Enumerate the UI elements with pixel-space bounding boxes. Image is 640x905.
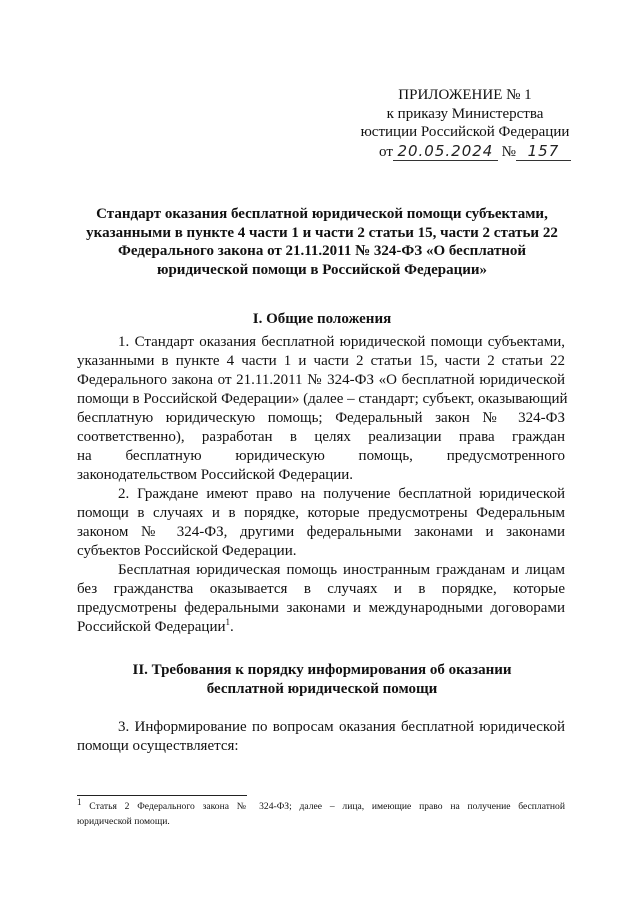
footnote-mark: 1 (77, 796, 82, 807)
paragraph-2 (77, 485, 565, 561)
text-line: 2. Граждане имеют право на получение бесплатной юридической (118, 486, 565, 502)
text-line: соответственно), разработан в целях реализации права граждан (77, 429, 565, 445)
section-2-heading (77, 661, 567, 699)
appendix-title: ПРИЛОЖЕНИЕ № 1 (398, 87, 532, 103)
text-line: 3. Информирование по вопросам оказания бесплатной юридической (118, 719, 565, 735)
handwritten-date: 20.05.2024 (393, 142, 498, 162)
heading-line: бесплатной юридической помощи (206, 681, 438, 697)
section-1-heading: I. Общие положения (252, 311, 392, 327)
footnote (77, 796, 565, 829)
text-line: бесплатную юридическую помощь; Федеральный закон № 324-ФЗ (77, 410, 565, 426)
footnote-line: юридической помощи. (77, 816, 170, 827)
text-line: законодательством Российской Федерации. (77, 467, 354, 483)
text-line: субъектов Российской Федерации. (77, 543, 297, 559)
text-line: 1. Стандарт оказания бесплатной юридической помощи субъектами, (118, 334, 565, 350)
text-line: на бесплатную юридическую помощь, предусмотренного (77, 448, 565, 464)
text-line: предусмотрены федеральными законами и международными договорами (77, 600, 565, 616)
text-line: Федерального закона от 21.11.2011 № 324-ФЗ «О бесплатной юридической (77, 372, 565, 388)
footnote-reference[interactable]: 1 (225, 617, 231, 627)
title-line: Стандарт оказания бесплатной юридической помощи субъектами, (96, 206, 548, 222)
footnote-text: Статья 2 Федерального закона № 324-ФЗ; далее – лица, имеющие право на получение бесплатной (89, 801, 565, 812)
handwritten-number: 157 (516, 142, 571, 162)
title-line: указанными в пункте 4 части 1 и части 2 статьи 15, части 2 статьи 22 (86, 224, 558, 241)
text-line: законом № 324-ФЗ, другими федеральными законами и законами (77, 524, 565, 540)
footnote-divider (77, 795, 247, 796)
text-line-content: Российской Федерации (77, 619, 226, 635)
appendix-header (345, 86, 585, 161)
appendix-line: юстиции Российской Федерации (360, 124, 570, 140)
text-line: помощи в Российской Федерации» (далее – стандарт; субъект, оказывающий (77, 391, 568, 407)
paragraph-3 (77, 561, 565, 637)
text-line: Бесплатная юридическая помощь иностранным гражданам и лицам (118, 562, 565, 578)
document-title (77, 205, 567, 279)
text-line: указанными в пункте 4 части 1 и части 2 статьи 15, части 2 статьи 22 (77, 353, 565, 369)
heading-line: II. Требования к порядку информирования об оказании (132, 662, 512, 678)
text-line: Российской Федерации$^1$. (77, 617, 234, 635)
number-prefix: № (501, 143, 516, 160)
paragraph-1 (77, 333, 568, 485)
date-prefix: от (379, 143, 393, 160)
appendix-line: к приказу Министерства (386, 105, 544, 122)
text-line: помощи в случаях и в порядке, которые предусмотрены Федеральным (77, 505, 565, 521)
title-line: Федерального закона от 21.11.2011 № 324-ФЗ «О бесплатной (117, 243, 527, 260)
footnote-line (77, 796, 565, 814)
title-line: юридической помощи в Российской Федерации» (157, 261, 487, 278)
paragraph-4 (77, 718, 565, 756)
text-line: без гражданства оказывается в случаях и в порядке, которые (77, 581, 565, 597)
text-line: помощи осуществляется: (77, 738, 239, 754)
order-date-number (345, 142, 585, 162)
